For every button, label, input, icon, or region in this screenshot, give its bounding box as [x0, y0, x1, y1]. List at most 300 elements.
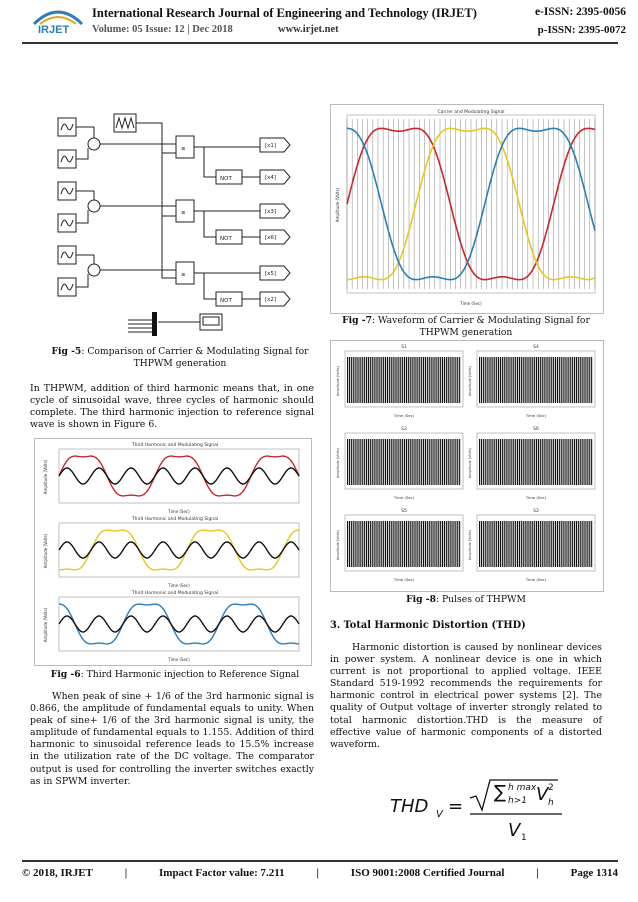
fig8-pulse — [591, 521, 592, 567]
fig8-pulse — [408, 357, 409, 403]
footer — [22, 867, 618, 879]
fig8-pulse — [506, 357, 507, 403]
fig8-pulse — [519, 521, 520, 567]
footer-iso: ISO 9001:2008 Certified Journal — [350, 867, 505, 879]
fig8-pulse — [398, 439, 399, 485]
fig8-pulse — [398, 521, 399, 567]
fig8-pulse — [587, 357, 588, 403]
fig8-pulse — [455, 521, 456, 567]
fig6-caption-text: : Third Harmonic injection to Reference Signal — [80, 669, 300, 680]
fig8-pulse — [551, 357, 552, 403]
fig8-pulse — [587, 521, 588, 567]
fig8-pulse — [417, 439, 418, 485]
footer-copyright: © 2018, IRJET — [22, 867, 93, 879]
fig8-pulse — [453, 357, 454, 403]
fig8-pulse — [436, 521, 437, 567]
fig8-pulse — [387, 521, 388, 567]
fig8-pulse — [555, 521, 556, 567]
fig5-caption — [50, 346, 310, 370]
fig8-pulse — [565, 439, 566, 485]
fig8-pulse — [438, 439, 439, 485]
footer-sep: | — [316, 867, 319, 879]
fig8-pulse — [372, 357, 373, 403]
fig5-simulink-diagram — [52, 108, 302, 340]
fig8-pulse — [574, 439, 575, 485]
fig8-pulse — [591, 357, 592, 403]
fig8-pulse — [538, 521, 539, 567]
fig8-pulse — [589, 357, 590, 403]
fig8-pulse — [576, 357, 577, 403]
fig8-pulse — [423, 521, 424, 567]
fig8-pulse — [415, 439, 416, 485]
fig8-pulse — [565, 521, 566, 567]
fig8-pulse — [559, 357, 560, 403]
fig8-pulse — [527, 357, 528, 403]
fig8-pulse — [433, 439, 434, 485]
fig8-pulse — [528, 521, 529, 567]
fig8-pulse — [393, 357, 394, 403]
cmp-label: ≥ — [181, 272, 186, 278]
fig8-pulse — [511, 521, 512, 567]
fig8-pulse — [494, 521, 495, 567]
fig8-pulse — [358, 357, 359, 403]
fig8-pulse — [389, 357, 390, 403]
fig8-pulse — [425, 521, 426, 567]
fig8-pulse — [500, 357, 501, 403]
fig8-pulse — [419, 521, 420, 567]
fig8-pulse — [459, 439, 460, 485]
fig8-caption-label: Fig -8 — [406, 594, 436, 605]
fig8-pulse — [578, 521, 579, 567]
fig8-pulse — [504, 357, 505, 403]
fig8-pulse — [481, 439, 482, 485]
fig8-pulse — [513, 521, 514, 567]
fig8-pulse — [519, 439, 520, 485]
fig8-pulse — [551, 521, 552, 567]
fig8-pulse — [374, 439, 375, 485]
fig8-pulse — [513, 439, 514, 485]
formula-term-sup: 2 — [548, 783, 554, 793]
fig8-pulse — [423, 439, 424, 485]
fig8-pulse — [572, 439, 573, 485]
fig6-xlabel: Time (Sec) — [168, 583, 190, 588]
fig8-pulse — [500, 521, 501, 567]
fig8-pulse — [553, 521, 554, 567]
fig8-pulse — [487, 521, 488, 567]
fig8-pulse — [389, 439, 390, 485]
formula-den: V — [508, 820, 521, 841]
fig8-pulse — [585, 521, 586, 567]
fig8-pulse — [540, 439, 541, 485]
fig8-pulse — [395, 521, 396, 567]
fig8-pulse — [509, 357, 510, 403]
fig8-pulse — [511, 357, 512, 403]
fig8-pulse — [364, 357, 365, 403]
fig8-pulse — [457, 357, 458, 403]
fig8-pulse — [549, 439, 550, 485]
fig8-pulse — [440, 357, 441, 403]
fig8-pulse — [372, 521, 373, 567]
fig8-pulse — [490, 521, 491, 567]
fig8-pulse — [485, 439, 486, 485]
formula-den-sub: 1 — [521, 833, 527, 843]
fig8-pulse — [502, 439, 503, 485]
fig6-caption — [40, 669, 310, 681]
fig8-pulse — [517, 521, 518, 567]
fig8-pulse — [483, 357, 484, 403]
fig8-xlabel: Time (Sec) — [525, 495, 547, 500]
fig8-pulse — [444, 357, 445, 403]
fig8-pulse — [563, 521, 564, 567]
fig8-plot-title: S4 — [533, 345, 539, 350]
fig8-pulse — [347, 357, 348, 403]
fig8-pulse-plots — [330, 340, 604, 592]
fig8-pulse — [417, 357, 418, 403]
fig8-pulse — [368, 521, 369, 567]
fig8-pulse — [492, 357, 493, 403]
fig8-pulse — [455, 357, 456, 403]
pissn: p-ISSN: 2395-0072 — [537, 24, 626, 36]
formula-sum-bottom: h>1 — [508, 796, 527, 806]
not-label: NOT — [220, 298, 232, 304]
fig8-pulse — [376, 439, 377, 485]
fig8-pulse — [459, 521, 460, 567]
fig8-pulse — [396, 357, 397, 403]
fig8-pulse — [421, 357, 422, 403]
fig8-ylabel: Amplitude (Volts) — [468, 365, 472, 397]
fig8-pulse — [490, 439, 491, 485]
fig8-pulse — [549, 357, 550, 403]
fig8-pulse — [496, 357, 497, 403]
fig8-pulse — [353, 357, 354, 403]
fig8-pulse — [438, 521, 439, 567]
fig8-pulse — [528, 439, 529, 485]
footer-rule — [22, 860, 618, 862]
fig8-pulse — [410, 357, 411, 403]
fig8-pulse — [534, 439, 535, 485]
fig8-pulse — [400, 521, 401, 567]
fig8-xlabel: Time (Sec) — [525, 577, 547, 582]
fig8-pulse — [355, 357, 356, 403]
fig8-pulse — [446, 521, 447, 567]
fig8-pulse — [532, 439, 533, 485]
fig8-pulse — [396, 439, 397, 485]
fig8-pulse — [479, 357, 480, 403]
fig8-pulse — [492, 439, 493, 485]
fig8-pulse — [559, 439, 560, 485]
fig8-pulse — [453, 439, 454, 485]
fig8-pulse — [419, 439, 420, 485]
fig8-pulse — [347, 521, 348, 567]
fig8-plot-title: S6 — [533, 427, 539, 432]
fig8-pulse — [459, 357, 460, 403]
fig8-pulse — [366, 521, 367, 567]
fig6-caption-label: Fig -6 — [50, 669, 81, 680]
fig8-pulse — [580, 357, 581, 403]
fig8-pulse — [440, 439, 441, 485]
fig8-pulse — [442, 521, 443, 567]
fig8-pulse — [483, 439, 484, 485]
fig8-pulse — [410, 439, 411, 485]
fig8-pulse — [425, 439, 426, 485]
fig8-pulse — [391, 357, 392, 403]
fig8-pulse — [429, 439, 430, 485]
fig8-pulse — [364, 521, 365, 567]
fig8-pulse — [553, 439, 554, 485]
fig8-pulse — [360, 521, 361, 567]
fig8-pulse — [387, 357, 388, 403]
fig8-pulse — [383, 357, 384, 403]
fig8-pulse — [565, 357, 566, 403]
fig8-pulse — [452, 439, 453, 485]
goto-label: [x6] — [265, 235, 277, 241]
formula-term: V — [536, 784, 549, 805]
fig8-pulse — [381, 521, 382, 567]
fig8-pulse — [515, 439, 516, 485]
fig8-pulse — [376, 521, 377, 567]
fig6-ylabel: Amplitude (Volts) — [43, 459, 48, 495]
fig8-pulse — [553, 357, 554, 403]
fig6-plots — [34, 438, 312, 666]
fig8-ylabel: Amplitude (Volts) — [336, 447, 340, 479]
fig8-pulse — [353, 439, 354, 485]
fig8-pulse — [492, 521, 493, 567]
fig7-caption — [330, 315, 602, 339]
fig8-pulse — [549, 521, 550, 567]
fig8-pulse — [433, 357, 434, 403]
header-rule — [22, 42, 618, 44]
fig8-pulse — [585, 439, 586, 485]
fig8-pulse — [421, 521, 422, 567]
fig8-pulse — [417, 521, 418, 567]
fig8-pulse — [402, 357, 403, 403]
fig8-pulse — [547, 357, 548, 403]
fig7-xlabel: Time (Sec) — [460, 301, 482, 306]
fig8-pulse — [450, 357, 451, 403]
fig8-pulse — [381, 357, 382, 403]
fig8-pulse — [487, 439, 488, 485]
fig8-pulse — [404, 357, 405, 403]
fig8-caption — [330, 594, 602, 606]
fig8-pulse — [349, 357, 350, 403]
fig8-ylabel: Amplitude (Volts) — [336, 529, 340, 561]
fig8-pulse — [452, 357, 453, 403]
fig8-pulse — [434, 357, 435, 403]
fig8-pulse — [347, 439, 348, 485]
fig8-pulse — [362, 521, 363, 567]
fig8-pulse — [489, 357, 490, 403]
fig8-pulse — [442, 439, 443, 485]
fig8-pulse — [370, 521, 371, 567]
fig8-pulse — [412, 357, 413, 403]
fig8-pulse — [360, 439, 361, 485]
fig8-pulse — [498, 521, 499, 567]
fig8-pulse — [559, 521, 560, 567]
fig8-pulse — [500, 439, 501, 485]
fig6-ylabel: Amplitude (Volts) — [43, 607, 48, 643]
fig8-pulse — [544, 521, 545, 567]
fig8-pulse — [404, 439, 405, 485]
fig8-pulse — [391, 439, 392, 485]
fig8-pulse — [351, 439, 352, 485]
fig8-pulse — [508, 357, 509, 403]
goto-label: [x3] — [265, 209, 277, 215]
fig8-pulse — [572, 357, 573, 403]
fig8-pulse — [566, 357, 567, 403]
fig8-pulse — [508, 521, 509, 567]
fig8-pulse — [355, 439, 356, 485]
fig8-pulse — [589, 521, 590, 567]
fig8-pulse — [489, 439, 490, 485]
fig6-xlabel: Time (Sec) — [168, 657, 190, 662]
fig8-pulse — [519, 357, 520, 403]
fig8-pulse — [506, 439, 507, 485]
fig8-pulse — [423, 357, 424, 403]
fig8-pulse — [591, 439, 592, 485]
fig8-pulse — [362, 439, 363, 485]
fig8-pulse — [366, 439, 367, 485]
fig8-pulse — [377, 521, 378, 567]
fig8-pulse — [385, 357, 386, 403]
fig8-pulse — [546, 439, 547, 485]
svg-text:=: = — [448, 796, 464, 817]
fig8-pulse — [580, 439, 581, 485]
goto-label: [x1] — [265, 143, 277, 149]
fig8-pulse — [578, 357, 579, 403]
fig8-pulse — [557, 357, 558, 403]
cmp-label: ≥ — [181, 210, 186, 216]
fig8-pulse — [433, 521, 434, 567]
fig8-pulse — [509, 521, 510, 567]
fig8-pulse — [521, 439, 522, 485]
fig8-pulse — [379, 521, 380, 567]
fig8-pulse — [410, 521, 411, 567]
fig8-pulse — [534, 521, 535, 567]
fig8-pulse — [563, 357, 564, 403]
fig8-pulse — [504, 521, 505, 567]
fig8-pulse — [376, 357, 377, 403]
fig8-pulse — [578, 439, 579, 485]
fig8-pulse — [572, 521, 573, 567]
fig8-pulse — [532, 357, 533, 403]
fig5-caption-label: Fig -5 — [51, 346, 82, 357]
fig8-pulse — [496, 439, 497, 485]
fig8-pulse — [404, 521, 405, 567]
fig8-pulse — [521, 357, 522, 403]
fig8-pulse — [374, 357, 375, 403]
fig8-pulse — [563, 439, 564, 485]
fig8-pulse — [582, 357, 583, 403]
fig8-pulse — [368, 357, 369, 403]
fig8-pulse — [398, 357, 399, 403]
fig8-pulse — [427, 357, 428, 403]
fig8-pulse — [483, 521, 484, 567]
volume-issue: Volume: 05 Issue: 12 | Dec 2018 — [92, 24, 233, 35]
fig8-pulse — [584, 521, 585, 567]
fig8-pulse — [525, 357, 526, 403]
fig8-pulse — [547, 439, 548, 485]
fig8-pulse — [561, 357, 562, 403]
fig8-pulse — [440, 521, 441, 567]
fig8-pulse — [453, 521, 454, 567]
fig8-pulse — [396, 521, 397, 567]
fig8-pulse — [408, 439, 409, 485]
fig8-pulse — [555, 439, 556, 485]
fig7-plot — [330, 104, 604, 314]
footer-impact: Impact Factor value: 7.211 — [159, 867, 285, 879]
fig8-pulse — [427, 521, 428, 567]
fig7-caption-label: Fig -7 — [342, 315, 372, 326]
fig8-pulse — [366, 357, 367, 403]
fig8-pulse — [438, 357, 439, 403]
fig8-pulse — [427, 439, 428, 485]
fig8-pulse — [425, 357, 426, 403]
fig8-pulse — [515, 357, 516, 403]
fig8-pulse — [450, 521, 451, 567]
fig8-pulse — [580, 521, 581, 567]
fig8-pulse — [377, 439, 378, 485]
fig8-pulse — [542, 439, 543, 485]
fig6-plot-title: Third Harmonic and Modulating Signal — [131, 591, 219, 596]
paragraph-third-harmonic: When peak of sine + 1/6 of the 3rd harmonic signal is 0.866, the amplitude of fundamental equals to unity. When peak of sine+ 1/6 of the 3rd harmonic signal is unity, the amplitude of fundamental equals to 1.155. Addition of third harmonic to sinusoidal reference leads to 15.5% increase in the utilization rate of the DC voltage. The comparator output is used for controlling the inverter switches exactly as in SPWM inverter. — [30, 691, 314, 787]
fig8-pulse — [446, 357, 447, 403]
fig8-pulse — [415, 357, 416, 403]
fig8-pulse — [450, 439, 451, 485]
fig8-pulse — [566, 439, 567, 485]
fig8-pulse — [379, 357, 380, 403]
fig8-pulse — [561, 439, 562, 485]
fig8-pulse — [546, 521, 547, 567]
fig8-xlabel: Time (Sec) — [393, 413, 415, 418]
fig8-pulse — [485, 357, 486, 403]
fig8-pulse — [502, 521, 503, 567]
fig8-pulse — [421, 439, 422, 485]
fig7-title: Carrier and Modulating Signal — [437, 110, 505, 115]
fig8-pulse — [457, 439, 458, 485]
fig8-pulse — [589, 439, 590, 485]
fig8-pulse — [412, 521, 413, 567]
fig8-pulse — [525, 439, 526, 485]
fig8-pulse — [547, 521, 548, 567]
fig8-pulse — [513, 357, 514, 403]
fig8-pulse — [540, 357, 541, 403]
fig8-pulse — [527, 439, 528, 485]
fig8-pulse — [582, 439, 583, 485]
fig8-pulse — [385, 521, 386, 567]
fig8-pulse — [402, 439, 403, 485]
fig8-pulse — [489, 521, 490, 567]
fig8-pulse — [561, 521, 562, 567]
fig8-xlabel: Time (Sec) — [393, 495, 415, 500]
fig8-plot-title: S5 — [401, 509, 407, 514]
fig6-xlabel: Time (Sec) — [168, 509, 190, 514]
goto-label: [x2] — [265, 297, 277, 303]
fig8-pulse — [357, 521, 358, 567]
fig8-pulse — [406, 439, 407, 485]
fig8-pulse — [408, 521, 409, 567]
fig8-ylabel: Amplitude (Volts) — [336, 365, 340, 397]
fig8-pulse — [551, 439, 552, 485]
fig8-pulse — [481, 357, 482, 403]
fig8-pulse — [349, 521, 350, 567]
fig8-pulse — [434, 439, 435, 485]
fig8-pulse — [444, 521, 445, 567]
fig8-pulse — [487, 357, 488, 403]
footer-sep: | — [124, 867, 128, 879]
fig8-pulse — [452, 521, 453, 567]
formula-sum-top: h max — [508, 783, 537, 793]
fig8-pulse — [570, 357, 571, 403]
